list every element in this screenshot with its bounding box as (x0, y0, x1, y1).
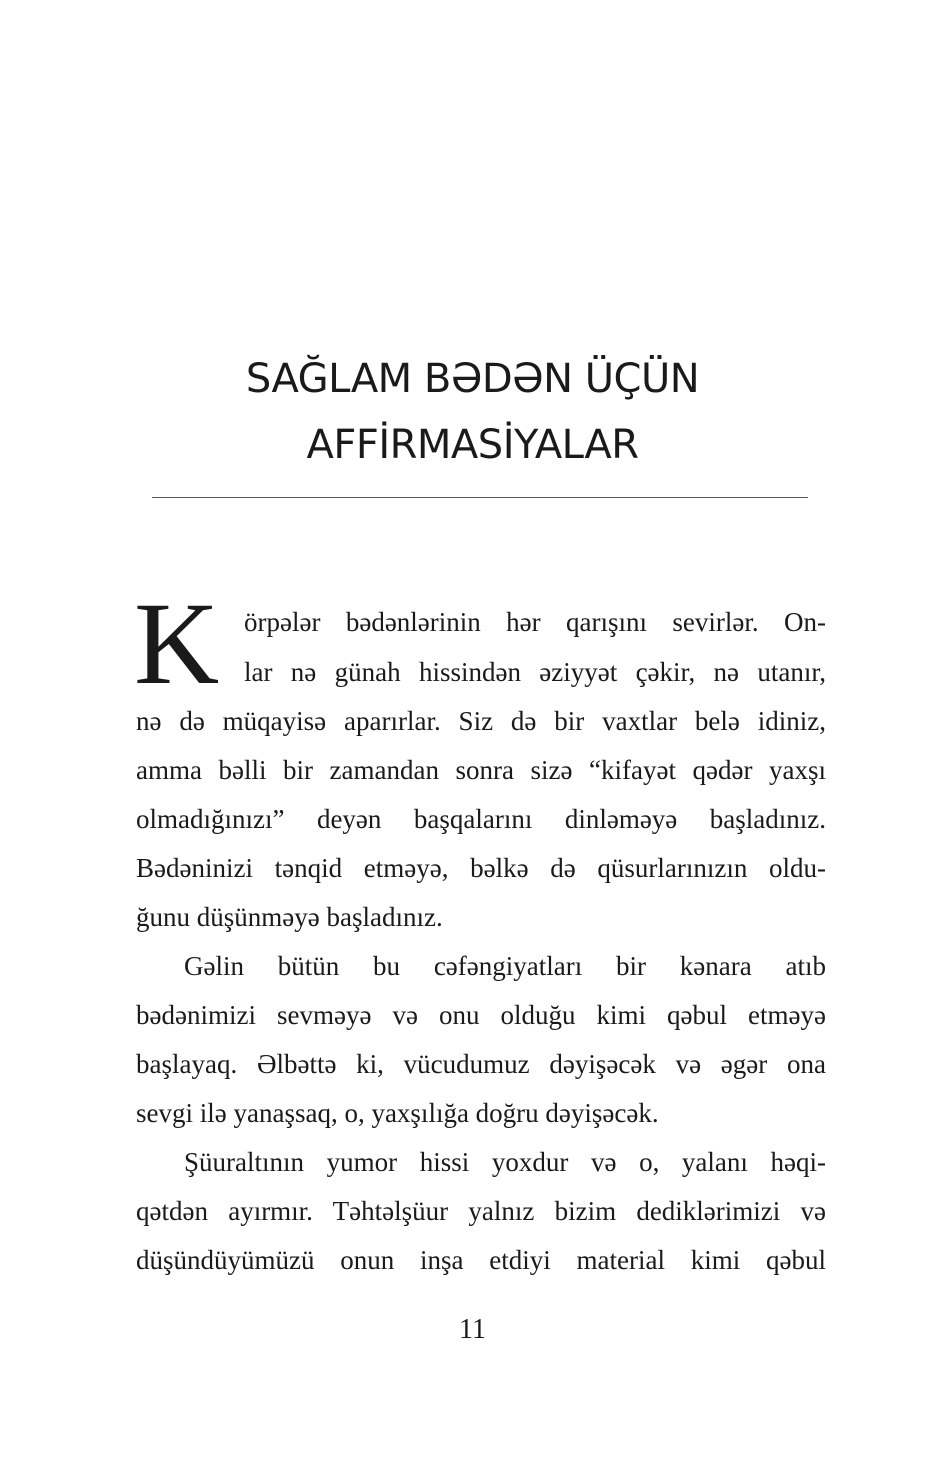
body-line: başlayaq. Əlbəttə ki, vücudumuz dəyişəcək və əgər ona (136, 1049, 826, 1079)
drop-cap: K (134, 578, 220, 709)
body-line: Şüuraltının yumor hissi yoxdur və o, yalanı həqi- (184, 1147, 826, 1177)
body-line: qətdən ayırmır. Təhtəlşüur yalnız bizim dediklərimizi və (136, 1196, 826, 1226)
body-line: ğunu düşünməyə başladınız. (136, 902, 443, 932)
chapter-title-line-1: SAĞLAM BƏDƏN ÜÇÜN (245, 356, 700, 402)
body-line: sevgi ilə yanaşsaq, o, yaxşılığa doğru dəyişəcək. (136, 1098, 659, 1128)
page-number: 11 (459, 1314, 486, 1345)
chapter-title-line-2: AFFİRMASİYALAR (306, 422, 639, 468)
body-line: Gəlin bütün bu cəfəngiyatları bir kənara atıb (184, 951, 826, 981)
body-line: olmadığınızı” deyən başqalarını dinləməyə başladınız. (136, 804, 826, 834)
title-divider (152, 497, 808, 498)
body-line: düşündüyümüzü onun inşa etdiyi material kimi qəbul (136, 1245, 826, 1275)
body-line: amma bəlli bir zamandan sonra sizə “kifayət qədər yaxşı (136, 755, 826, 785)
body-line: lar nə günah hissindən əziyyət çəkir, nə utanır, (244, 657, 826, 687)
body-line: nə də müqayisə aparırlar. Siz də bir vaxtlar belə idiniz, (136, 706, 826, 736)
body-line: örpələr bədənlərinin hər qarışını sevirlər. On- (244, 607, 826, 637)
body-line: Bədəninizi tənqid etməyə, bəlkə də qüsurlarınızın oldu- (136, 853, 826, 883)
body-line: bədənimizi sevməyə və onu olduğu kimi qəbul etməyə (136, 1000, 826, 1030)
